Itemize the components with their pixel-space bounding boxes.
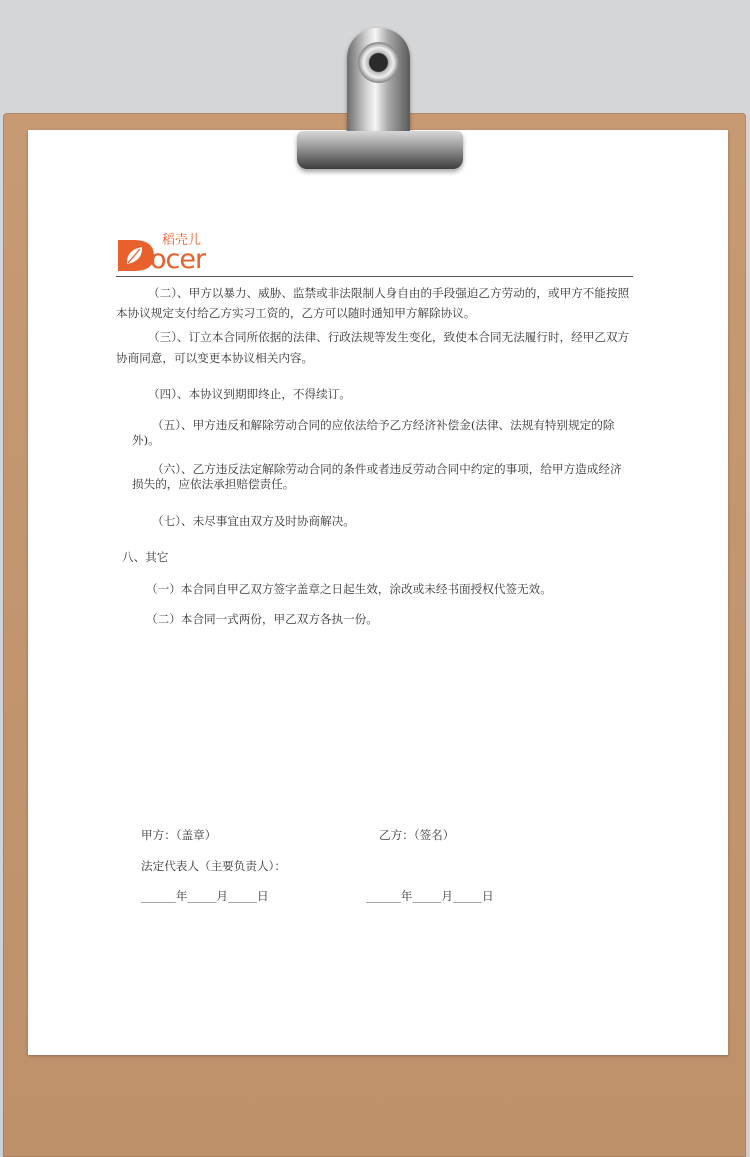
party-b-sign-label: 乙方：（签名） (379, 828, 455, 842)
party-a-seal-label: 甲方：（盖章） (141, 828, 217, 842)
clause-5-line-2: 外)。 (132, 433, 160, 447)
section-8-item-1: （一）本合同自甲乙双方签字盖章之日起生效，涂改或未经书面授权代签无效。 (146, 582, 552, 596)
binder-clip-base (297, 131, 463, 169)
clause-2-line-2: 本协议规定支付给乙方实习工资的，乙方可以随时通知甲方解除协议。 (116, 306, 476, 320)
docer-logo (116, 233, 226, 276)
party-a-date: ______年_____月_____日 (141, 889, 269, 903)
party-b-date: ______年_____月_____日 (366, 889, 494, 903)
logo-chinese-text: 稻壳儿 (162, 233, 202, 248)
section-8-heading: 八、其它 (122, 550, 169, 564)
clause-7: （七）、未尽事宜由双方及时协商解决。 (152, 514, 355, 528)
clause-6-line-1: （六）、乙方违反法定解除劳动合同的条件或者违反劳动合同中约定的事项，给甲方造成经济 (152, 462, 622, 476)
header-rule (116, 276, 633, 277)
clause-3-line-2: 协商同意，可以变更本协议相关内容。 (116, 351, 314, 365)
clause-5-line-1: （五）、甲方违反和解除劳动合同的应依法给予乙方经济补偿金(法律、法规有特别规定的除 (152, 418, 615, 432)
legal-representative-label: 法定代表人（主要负责人）： (141, 859, 286, 873)
clause-4: （四）、本协议到期即终止，不得续订。 (148, 387, 351, 401)
section-8-item-2: （二）本合同一式两份，甲乙双方各执一份。 (146, 612, 378, 626)
logo-wordmark: ocer (150, 244, 206, 275)
clause-3-line-1: （三）、订立本合同所依据的法律、行政法规等发生变化，致使本合同无法履行时，经甲乙双方 (148, 330, 630, 344)
clause-2-line-1: （二）、甲方以暴力、威胁、监禁或非法限制人身自由的手段强迫乙方劳动的，或甲方不能按照 (148, 286, 630, 300)
clause-6-line-2: 损失的，应依法承担赔偿责任。 (132, 477, 295, 491)
binder-clip-ring (358, 42, 399, 83)
